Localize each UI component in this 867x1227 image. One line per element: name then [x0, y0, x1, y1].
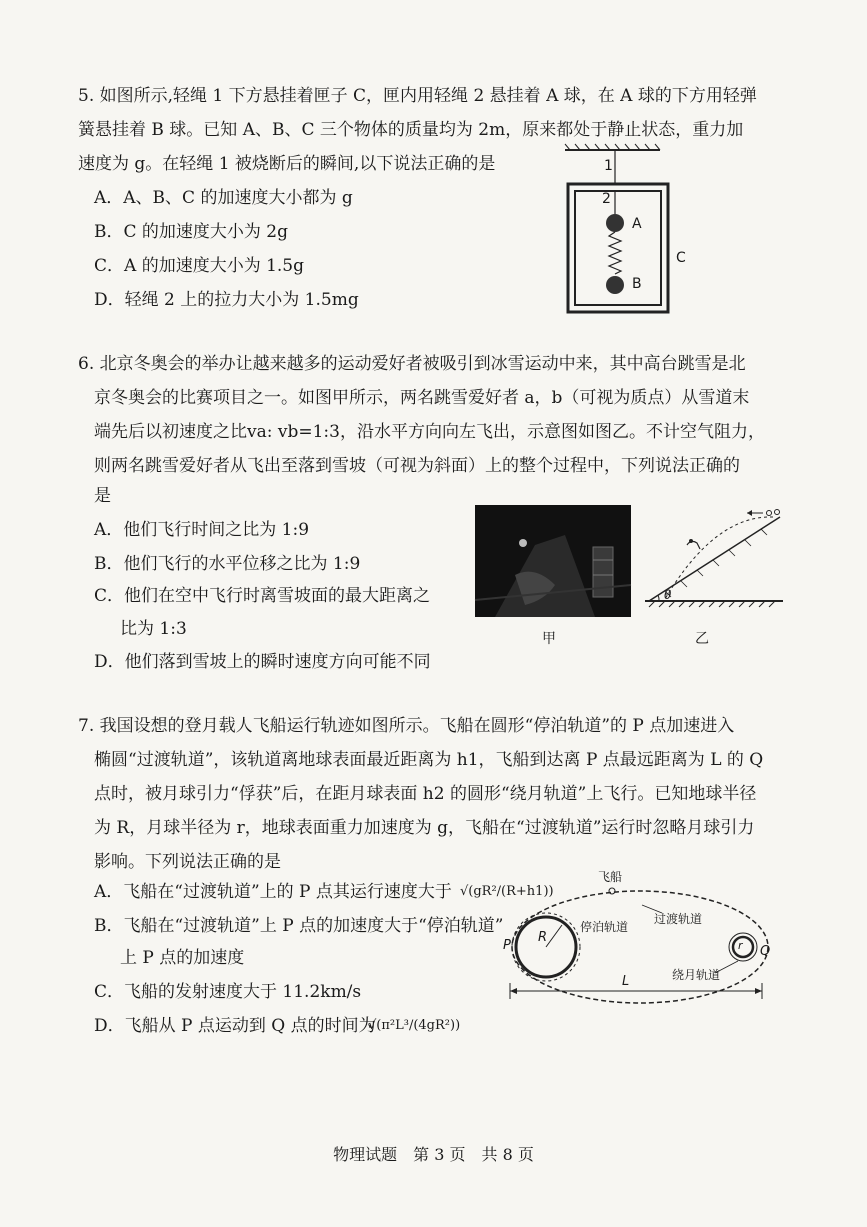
q7-option-d: D．飞船从 P 点运动到 Q 点的时间为	[94, 1016, 376, 1036]
q7-label-q: Q	[760, 944, 771, 959]
q5-label-rope2: 2	[602, 191, 611, 207]
q5-option-a: A．A、B、C 的加速度大小都为 g	[94, 188, 353, 208]
q7-label-parking-orbit: 停泊轨道	[580, 920, 629, 934]
q5-option-b: B．C 的加速度大小为 2g	[94, 222, 289, 242]
q6-option-d: D．他们落到雪坡上的瞬时速度方向可能不同	[94, 652, 431, 672]
q5-label-rope1: 1	[604, 158, 613, 174]
q5-figure-box-spring	[560, 140, 700, 320]
q7-stem-line3: 点时，被月球引力“俘获”后，在距月球表面 h2 的圆形“绕月轨道”上飞行。已知地球半径	[94, 784, 757, 804]
q6-stem-line5: 是	[94, 486, 111, 506]
q6-stem-line1: 6. 北京冬奥会的举办让越来越多的运动爱好者被吸引到冰雪运动中来，其中高台跳雪是北	[78, 354, 746, 374]
q7-label-small-r: r	[738, 939, 743, 952]
q7-label-l: L	[622, 974, 630, 989]
q7-label-p: P	[503, 938, 511, 953]
q6-label-jia: 甲	[542, 631, 556, 647]
q5-label-ball-b: B	[632, 276, 642, 292]
q7-label-big-r: R	[538, 930, 548, 945]
q7-stem-line1: 7. 我国设想的登月载人飞船运行轨迹如图所示。飞船在圆形“停泊轨道”的 P 点加速进入	[78, 716, 735, 736]
q5-label-ball-a: A	[632, 216, 642, 232]
q6-label-theta: θ	[664, 588, 672, 602]
q6-option-c: C．他们在空中飞行时离雪坡面的最大距离之	[94, 586, 431, 606]
q5-stem-line1: 5. 如图所示,轻绳 1 下方悬挂着匣子 C，匣内用轻绳 2 悬挂着 A 球，在 A 球的下方用轻弹	[78, 86, 757, 106]
q7-option-a: A．飞船在“过渡轨道”上的 P 点其运行速度大于	[94, 882, 452, 902]
q7-option-a-formula: √(gR²/(R+h1))	[460, 884, 554, 899]
q5-label-box-c: C	[676, 250, 686, 266]
q7-option-b-cont: 上 P 点的加速度	[120, 948, 245, 968]
q6-stem-line4: 则两名跳雪爱好者从飞出至落到雪坡（可视为斜面）上的整个过程中，下列说法正确的	[94, 456, 740, 476]
q7-option-b: B．飞船在“过渡轨道”上 P 点的加速度大于“停泊轨道”	[94, 916, 504, 936]
q7-label-transfer-orbit: 过渡轨道	[654, 912, 703, 926]
q7-stem-line4: 为 R，月球半径为 r，地球表面重力加速度为 g，飞船在“过渡轨道”运行时忽略月球引力	[94, 818, 755, 838]
q6-option-b: B．他们飞行的水平位移之比为 1:9	[94, 554, 361, 574]
q7-label-ship: 飞船	[598, 870, 623, 884]
q5-option-d: D．轻绳 2 上的拉力大小为 1.5mg	[94, 290, 359, 310]
q7-stem-line5: 影响。下列说法正确的是	[94, 852, 281, 872]
q6-option-c-cont: 比为 1:3	[120, 619, 187, 639]
q7-label-lunar-orbit: 绕月轨道	[672, 968, 721, 982]
page-footer: 物理试题 第 3 页 共 8 页	[333, 1145, 534, 1164]
q7-option-c: C．飞船的发射速度大于 11.2km/s	[94, 982, 362, 1002]
q7-stem-line2: 椭圆“过渡轨道”，该轨道离地球表面最近距离为 h1，飞船到达离 P 点最远距离为 L 的 Q	[94, 750, 764, 770]
q7-option-d-formula: √(π²L³/(4gR²))	[368, 1018, 461, 1033]
q5-stem-line2: 簧悬挂着 B 球。已知 A、B、C 三个物体的质量均为 2m，原来都处于静止状态，重力加	[78, 120, 744, 140]
q6-stem-line2: 京冬奥会的比赛项目之一。如图甲所示，两名跳雪爱好者 a，b（可视为质点）从雪道末	[94, 388, 750, 408]
q6-stem-line3: 端先后以初速度之比va: vb=1:3，沿水平方向向左飞出，示意图如图乙。不计空气阻力，	[94, 422, 765, 442]
q6-option-a: A．他们飞行时间之比为 1:9	[94, 520, 310, 540]
q6-photo-ski-jump	[475, 505, 631, 617]
q5-stem-line3: 速度为 g。在轻绳 1 被烧断后的瞬间,以下说法正确的是	[78, 154, 496, 174]
q6-label-yi: 乙	[695, 631, 709, 647]
q5-option-c: C．A 的加速度大小为 1.5g	[94, 256, 305, 276]
